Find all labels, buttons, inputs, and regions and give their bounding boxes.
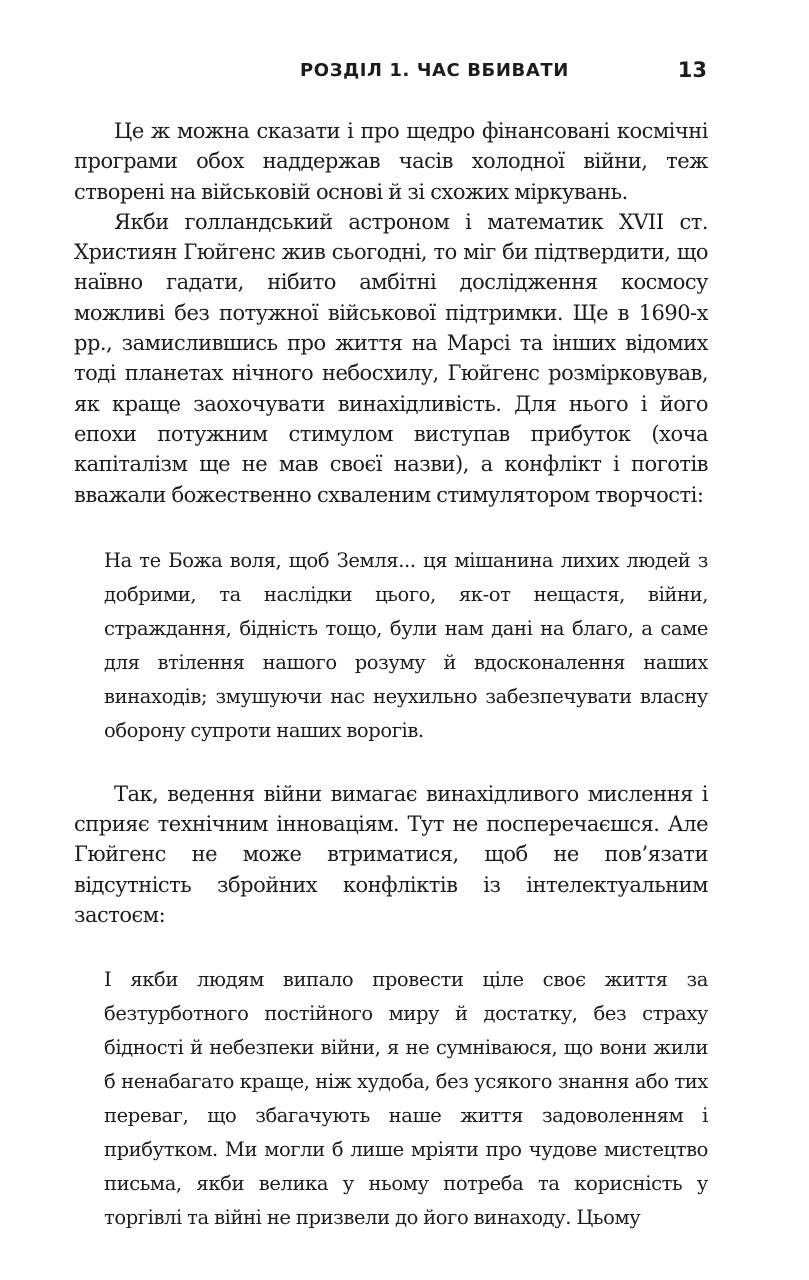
- paragraph-huygens: Якби голландський астроном і математик XVII ст. Християн Гюйгенс жив сьогодні, то міг би підтвердити, що наївно гадати, нібито амбітні дослідження космосу можливі без потужної військової підтримки. Ще в 1690-х рр., замислившись про життя на Марсі та інших відомих тоді планетах нічного небосхилу, Гюйгенс розмірковував, як краще заохочувати винахідливість. Для нього і його епохи потужним стимулом виступав прибуток (хоча капіталізм ще не мав своєї назви), а конфлікт і поготів вважали божественно схваленим стимулятором творчості:: [74, 209, 708, 507]
- block-quote-peace: І якби людям випало провести ціле своє життя за безтурботного постійного миру й достатку, без страху бідності й небезпеки війни, я не сумніваюся, що вони жили б ненабагато краще, ніж худоба, без усякого знання або тих переваг, що збагачують наше життя задоволенням і прибутком. Ми могли б лише мріяти про чудове мистецтво письма, якби велика у ньому потреба та корисність у торгівлі та війні не призвели до його винаходу. Цьому: [104, 968, 708, 1230]
- page-number: 13: [677, 58, 707, 82]
- running-title: РОЗДІЛ 1. ЧАС ВБИВАТИ: [300, 60, 569, 81]
- body-text: [74, 116, 708, 1235]
- page-header: [300, 58, 707, 86]
- block-quote-gods-will: На те Божа воля, щоб Земля... ця мішанина лихих людей з добрими, та наслідки цього, як-от нещастя, війни, страждання, бідність тощо, були нам дані на благо, а саме для втілення нашого розуму й вдосконалення наших винаходів; змушуючи нас неухильно забезпечувати власну оборону супроти наших ворогів.: [104, 548, 708, 742]
- paragraph-space-programs: Це ж можна сказати і про щедро фінансовані космічні програми обох наддержав часів холодної війни, теж створені на військовій основі й зі схожих міркувань.: [74, 119, 708, 204]
- paragraph-war-innovation: Так, ведення війни вимагає винахідливого мислення і сприяє технічним інноваціям. Тут не посперечаєшся. Але Гюйгенс не може втриматися, щоб не пов’язати відсутність збройних конфліктів із інтелектуальним застоєм:: [74, 781, 708, 928]
